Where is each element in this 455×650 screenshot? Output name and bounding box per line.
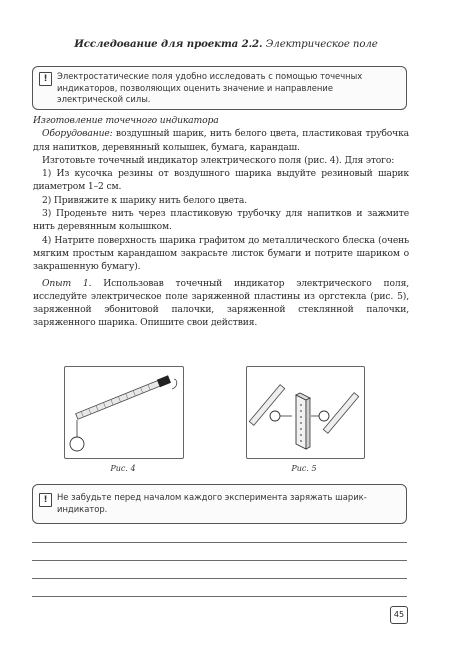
straw-indicator-illustration	[65, 367, 183, 458]
answer-line[interactable]	[32, 542, 407, 543]
heading-bold: Исследование для проекта 2.2.	[74, 38, 263, 50]
info-note-text: Электростатические поля удобно исследовать с помощью точечных индикаторов, позволяющих оценить значение и направление электрической силы.	[57, 71, 363, 104]
subheading: Изготовление точечного индикатора	[33, 115, 219, 126]
step-3: 3) Проденьте нить через пластиковую трубочку для напитков и зажмите нить деревянным колышком.	[33, 208, 409, 233]
step-1: 1) Из кусочка резины от воздушного шарика выдуйте резиновый шарик диаметром 1–2 см.	[33, 168, 409, 193]
page-number: 45	[390, 606, 408, 624]
equipment-label: Оборудование:	[42, 128, 113, 140]
section-heading	[40, 38, 412, 50]
reminder-note-text: Не забудьте перед началом каждого эксперимента заряжать шарик-индикатор.	[57, 492, 367, 514]
answer-line[interactable]	[32, 578, 407, 579]
step-2: 2) Привяжите к шарику нить белого цвета.	[42, 194, 247, 206]
info-note	[32, 66, 407, 110]
equipment-paragraph	[33, 127, 409, 154]
instructions-block	[33, 114, 409, 330]
charged-plate-illustration	[247, 367, 364, 458]
heading-rest: Электрическое поле	[265, 39, 378, 50]
experiment-text: Использовав точечный индикатор электрического поля, исследуйте электрическое поле заряженной пластины из оргстекла (рис. 5), заряженной эбонитовой палочки, заряженной стеклянной палочки, заряженного шарика. Опишите свои действия.	[33, 277, 409, 329]
intro-paragraph: Изготовьте точечный индикатор электрического поля (рис. 4). Для этого:	[42, 154, 395, 166]
equipment-text: воздушный шарик, нить белого цвета, пластиковая трубочка для напитков, деревянный колышек, бумага, карандаш.	[33, 128, 409, 153]
figure-5-plate	[246, 366, 365, 459]
figure-4-indicator	[64, 366, 184, 459]
answer-line[interactable]	[32, 596, 407, 597]
reminder-note	[32, 484, 407, 524]
experiment-label: Опыт 1.	[42, 277, 92, 289]
step-4: 4) Натрите поверхность шарика графитом до металлического блеска (очень мягким простым карандашом закрасьте листок бумаги и потрите шариком о закрашенную бумагу).	[33, 234, 409, 273]
exclamation-icon: !	[39, 493, 52, 507]
experiment-paragraph	[33, 277, 409, 330]
figure-4-caption: Рис. 4	[110, 464, 136, 473]
answer-line[interactable]	[32, 560, 407, 561]
figure-5-caption: Рис. 5	[291, 464, 317, 473]
exclamation-icon: !	[39, 72, 52, 86]
